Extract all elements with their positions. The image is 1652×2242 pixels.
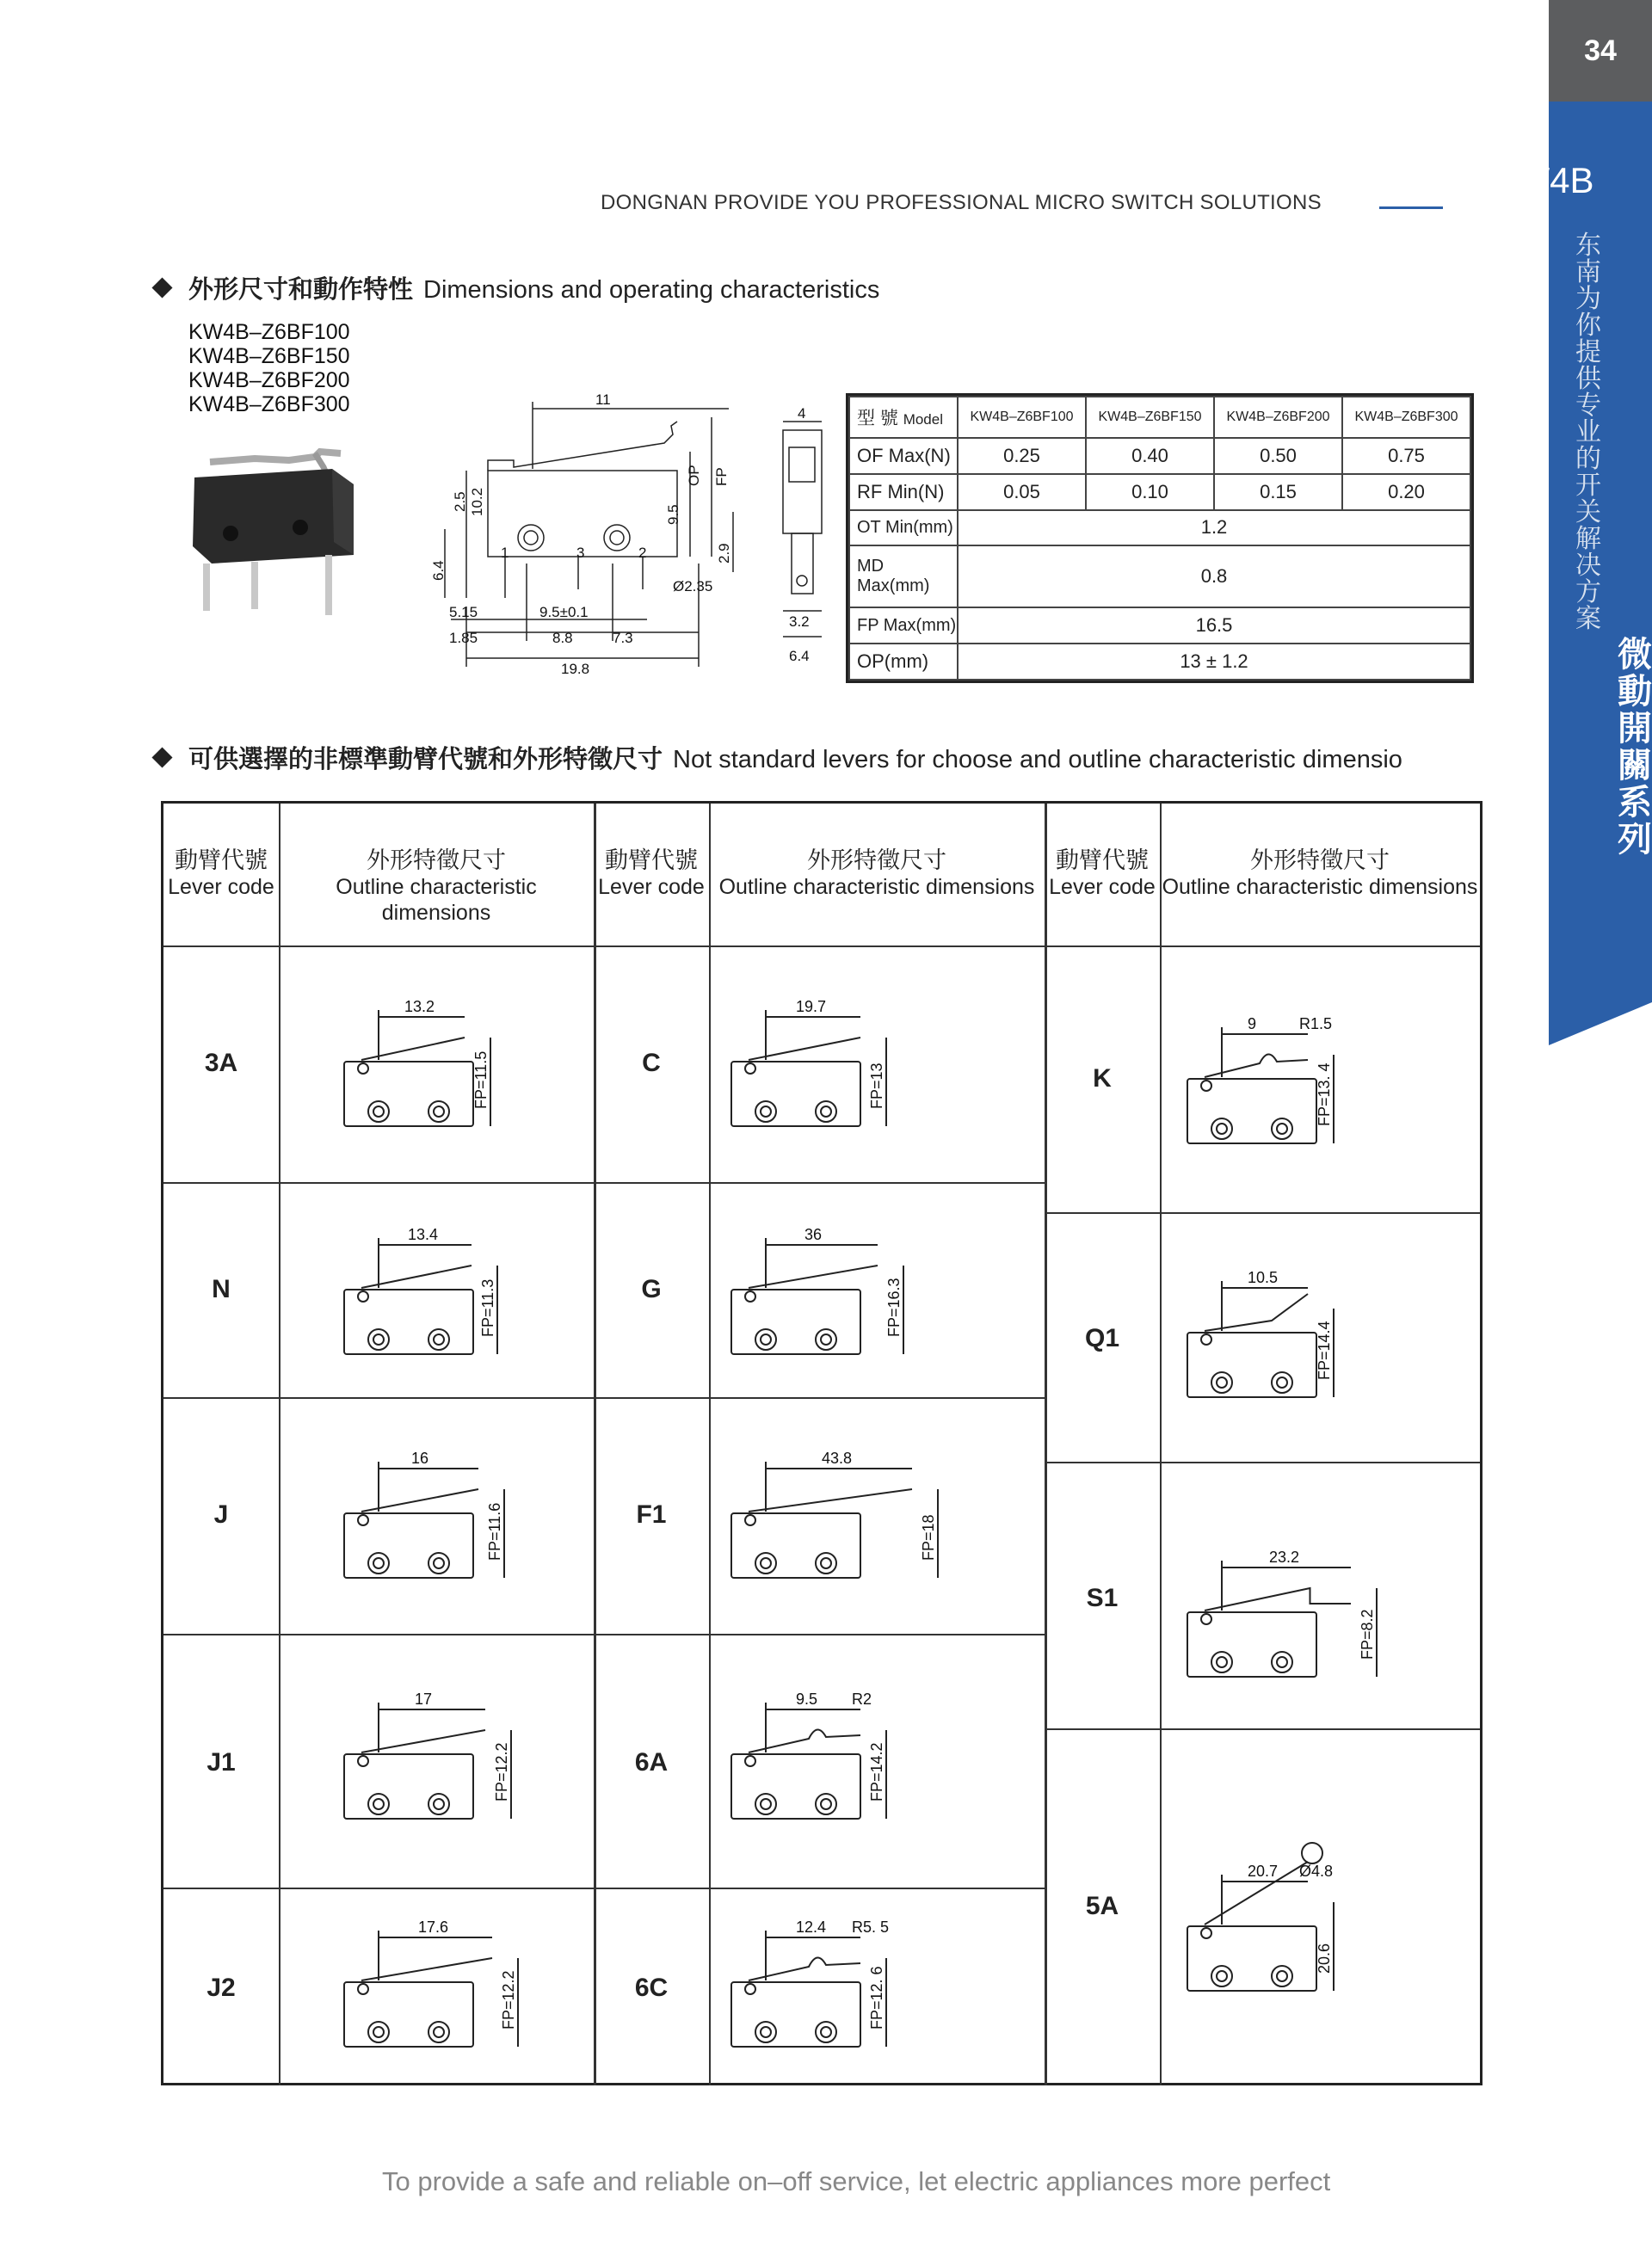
lever-fp-label: FP=11.5 <box>472 1050 490 1109</box>
lever-sketch <box>1187 1561 1377 1677</box>
header-en: Lever code <box>598 875 705 899</box>
dim-label: 2 <box>638 545 647 561</box>
lever-code: N <box>212 1275 231 1303</box>
spec-cell: 16.5 <box>958 607 1470 644</box>
header-en: Lever code <box>1049 875 1156 899</box>
lever-extra-label: R5. 5 <box>852 1919 890 1936</box>
lever-length-label: 20.7 <box>1248 1863 1279 1880</box>
dim-label: 2.5 <box>452 491 468 512</box>
spec-model-cell: KW4B–Z6BF100 <box>958 397 1086 438</box>
lever-sketch <box>731 1010 886 1126</box>
spec-model-cell: KW4B–Z6BF150 <box>1086 397 1214 438</box>
lever-code: Q1 <box>1084 1324 1120 1352</box>
dim-label: 5.15 <box>449 604 478 620</box>
lever-sketch <box>344 1703 511 1819</box>
dim-label: 11 <box>595 391 611 408</box>
dim-label: 8.8 <box>552 630 573 646</box>
header-cn: 動臂代號 <box>1056 847 1149 874</box>
lever-code: K <box>1093 1064 1112 1093</box>
spec-header-cn: 型 號 <box>857 408 898 428</box>
spec-row-label: OF Max(N) <box>849 438 958 474</box>
lever-code: 6C <box>634 1974 669 2002</box>
lever-code: G <box>641 1275 662 1303</box>
series-title-cn: 微動開關系列 <box>1618 635 1652 859</box>
lever-length-label: 10.5 <box>1248 1269 1279 1286</box>
spec-model-cell: KW4B–Z6BF200 <box>1214 397 1342 438</box>
spec-table <box>846 393 1474 683</box>
lever-length-label: 19.7 <box>796 998 827 1015</box>
product-photo <box>186 443 367 631</box>
lever-length-label: 13.4 <box>408 1226 439 1243</box>
lever-code: C <box>642 1049 661 1077</box>
lever-code: 6A <box>634 1748 669 1777</box>
spec-row-label: FP Max(mm) <box>849 607 958 644</box>
lever-length-label: 9 <box>1248 1015 1257 1032</box>
lever-fp-label: FP=14.2 <box>868 1742 885 1802</box>
lever-length-label: 13.2 <box>404 998 435 1015</box>
spec-model-cell: KW4B–Z6BF300 <box>1342 397 1470 438</box>
lever-table <box>161 801 1482 2085</box>
lever-sketch <box>344 1238 497 1354</box>
lever-fp-label: 20.6 <box>1316 1943 1333 1974</box>
dim-label: 9.5±0.1 <box>539 604 589 620</box>
lever-sketch <box>731 1703 886 1819</box>
footer-slogan: To provide a safe and reliable on–off service, let electric appliances more perfect <box>382 2166 1331 2196</box>
dim-label: 3 <box>576 545 585 561</box>
lever-length-label: 9.5 <box>796 1691 818 1708</box>
model-item: KW4B–Z6BF200 <box>188 368 350 392</box>
lever-code: J1 <box>206 1748 236 1777</box>
section2-title-en: Not standard levers for choose and outline characteristic dimensio <box>673 746 1402 773</box>
lever-sketch <box>1187 1027 1334 1143</box>
dimension-drawing-side <box>779 404 832 671</box>
dim-label: 1.85 <box>449 630 478 646</box>
lever-length-label: 17 <box>415 1691 433 1708</box>
spec-cell: 1.2 <box>958 510 1470 546</box>
lever-code: S1 <box>1086 1584 1119 1612</box>
dim-label: 1 <box>501 545 509 561</box>
lever-sketch <box>1187 1281 1334 1397</box>
model-item: KW4B–Z6BF300 <box>188 392 350 416</box>
section1-title <box>148 270 879 305</box>
lever-sketch <box>731 1462 938 1578</box>
dim-label: 6.4 <box>430 560 447 581</box>
lever-drawings <box>163 804 1480 2085</box>
lever-fp-label: FP=13. 4 <box>1316 1062 1333 1126</box>
page-number: 34 <box>1549 0 1652 102</box>
lever-length-label: 36 <box>804 1226 823 1243</box>
section2-title <box>148 740 1402 775</box>
dim-label: FP <box>713 467 730 486</box>
dim-label: 3.2 <box>789 613 810 630</box>
lever-length-label: 17.6 <box>418 1919 449 1936</box>
model-list <box>188 320 350 416</box>
spec-row-label: MD Max(mm) <box>849 545 958 607</box>
dimension-drawing-front <box>415 391 750 684</box>
header-en: Outline characteristic dimensions <box>336 875 537 925</box>
header-cn: 動臂代號 <box>175 847 268 874</box>
header-cn: 動臂代號 <box>605 847 698 874</box>
lever-fp-label: FP=16.3 <box>885 1278 903 1337</box>
lever-sketch <box>344 1010 490 1126</box>
section1-title-en: Dimensions and operating characteristics <box>423 276 880 304</box>
lever-length-label: 23.2 <box>1269 1549 1300 1566</box>
spec-cell: 0.10 <box>1086 474 1214 510</box>
dim-label: 19.8 <box>561 661 590 677</box>
dim-label: 4 <box>798 405 806 422</box>
spec-cell: 0.25 <box>958 438 1086 474</box>
series-side-band <box>1480 0 1652 1045</box>
bullet-diamond-icon <box>151 277 172 298</box>
dim-label: Ø2.35 <box>673 578 713 594</box>
dim-label: 6.4 <box>789 648 810 664</box>
model-item: KW4B–Z6BF150 <box>188 344 350 368</box>
lever-extra-label: R1.5 <box>1299 1015 1333 1032</box>
lever-code: F1 <box>636 1500 667 1529</box>
lever-code: J <box>213 1500 229 1529</box>
lever-code: 3A <box>204 1049 238 1077</box>
lever-fp-label: FP=18 <box>920 1514 937 1561</box>
lever-code: J2 <box>206 1974 236 2002</box>
lever-extra-label: Ø4.8 <box>1299 1863 1334 1880</box>
header-cn: 外形特徵尺寸 <box>367 847 506 874</box>
lever-sketch <box>344 1462 504 1578</box>
lever-sketch <box>731 1238 903 1354</box>
lever-length-label: 16 <box>411 1450 429 1467</box>
tagline-rule <box>1379 206 1443 209</box>
lever-length-label: 43.8 <box>822 1450 853 1467</box>
tagline: DONGNAN PROVIDE YOU PROFESSIONAL MICRO SWITCH SOLUTIONS <box>601 191 1322 214</box>
lever-fp-label: FP=11.6 <box>486 1502 503 1561</box>
header-cn: 外形特徵尺寸 <box>807 847 946 874</box>
spec-cell: 13 ± 1.2 <box>958 644 1470 680</box>
lever-fp-label: FP=14.4 <box>1316 1321 1333 1380</box>
header-en: Lever code <box>168 875 274 899</box>
dim-label: 10.2 <box>469 487 485 516</box>
section1-title-cn: 外形尺寸和動作特性 <box>188 274 414 304</box>
spec-row-label: OP(mm) <box>849 644 958 680</box>
spec-cell: 0.05 <box>958 474 1086 510</box>
spec-header-cell <box>849 397 958 438</box>
series-model-label: KW4B <box>1491 160 1594 200</box>
spec-cell: 0.15 <box>1214 474 1342 510</box>
spec-row-label: RF Min(N) <box>849 474 958 510</box>
spec-cell: 0.50 <box>1214 438 1342 474</box>
lever-length-label: 12.4 <box>796 1919 827 1936</box>
spec-cell: 0.40 <box>1086 438 1214 474</box>
lever-fp-label: FP=12. 6 <box>868 1966 885 2030</box>
series-slogan-cn: 东南为你提供专业的开关解决方案 <box>1575 231 1601 634</box>
lever-sketch <box>344 1931 518 2047</box>
lever-code: 5A <box>1085 1892 1119 1920</box>
spec-cell: 0.20 <box>1342 474 1470 510</box>
lever-extra-label: R2 <box>852 1691 872 1708</box>
lever-fp-label: FP=13 <box>868 1062 885 1109</box>
section2-title-cn: 可供選擇的非標準動臂代號和外形特徵尺寸 <box>188 744 663 773</box>
dim-label: 9.5 <box>665 504 681 525</box>
lever-sketch <box>731 1931 886 2047</box>
spec-cell: 0.8 <box>958 545 1470 607</box>
series-title-en: MICRO SWITCH SERIES <box>1526 731 1547 950</box>
dim-label: 7.3 <box>613 630 633 646</box>
bullet-diamond-icon <box>151 747 172 767</box>
header-cn: 外形特徵尺寸 <box>1250 847 1390 874</box>
header-en: Outline characteristic dimensions <box>1162 875 1478 899</box>
dim-label: 2.9 <box>716 543 732 564</box>
spec-cell: 0.75 <box>1342 438 1470 474</box>
model-item: KW4B–Z6BF100 <box>188 320 350 344</box>
lever-fp-label: FP=12.2 <box>493 1742 510 1802</box>
spec-header-en: Model <box>903 410 943 428</box>
lever-fp-label: FP=12.2 <box>500 1970 517 2030</box>
lever-fp-label: FP=11.3 <box>479 1278 496 1337</box>
header-en: Outline characteristic dimensions <box>718 875 1035 899</box>
lever-fp-label: FP=8.2 <box>1359 1609 1376 1660</box>
spec-row-label: OT Min(mm) <box>849 510 958 546</box>
dim-label: OP <box>686 465 702 486</box>
